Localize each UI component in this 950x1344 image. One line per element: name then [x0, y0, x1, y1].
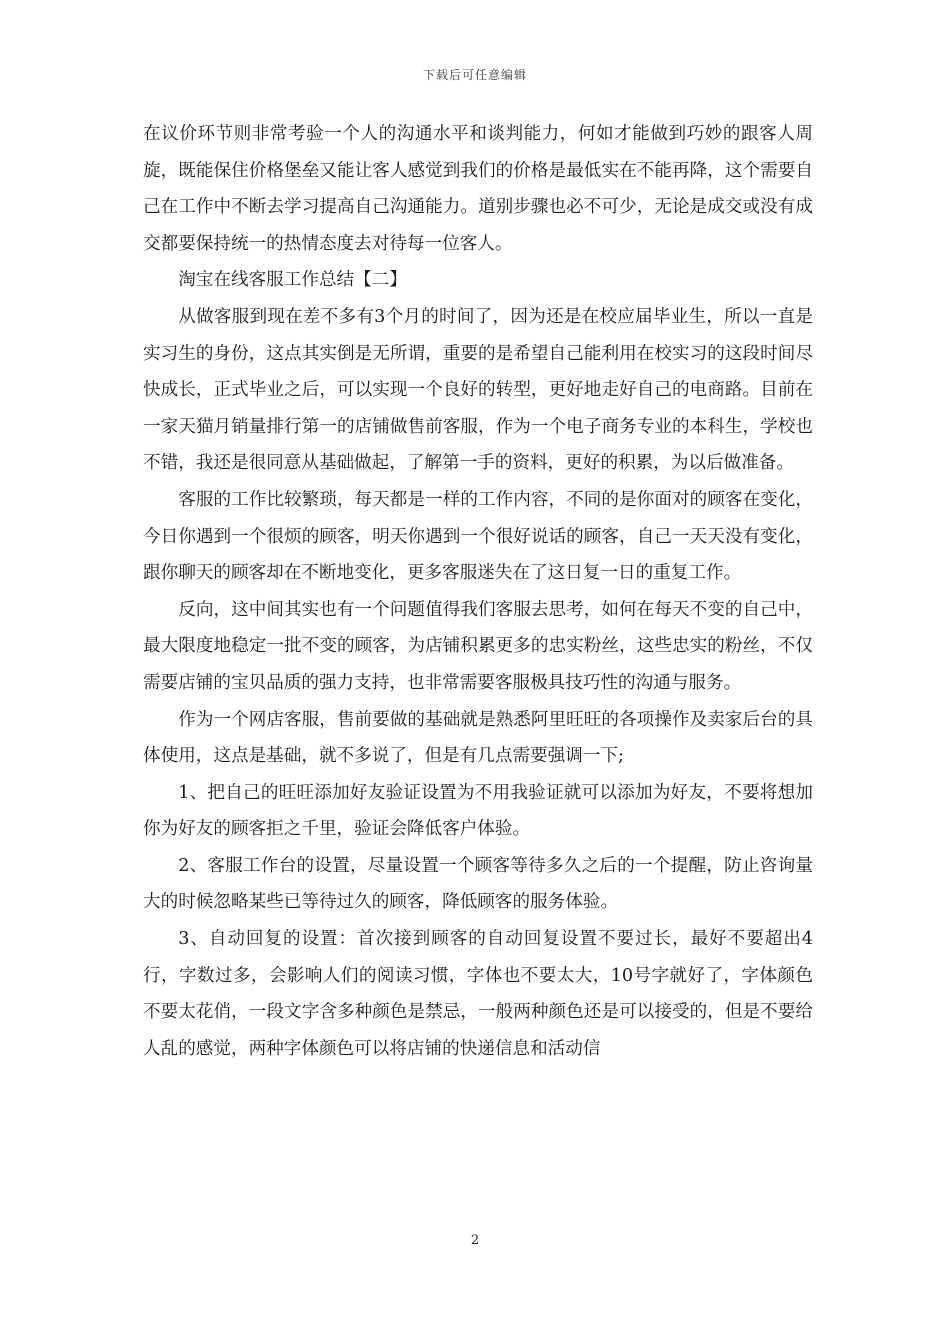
list-item-2: 2、客服工作台的设置，尽量设置一个顾客等待多久之后的一个提醒，防止咨询量大的时候忽略某些已等待过久的顾客，降低顾客的服务体验。 [143, 855, 813, 913]
page-header: 下载后可任意编辑 [422, 68, 527, 82]
paragraph-intro: 从做客服到现在差不多有3个月的时间了，因为还是在校应届毕业生，所以一直是实习生的身份，这点其实倒是无所谓，重要的是希望自己能利用在校实习的这段时间尽快成长，正式毕业之后，可以实现一个良好的转型，更好地走好自己的电商路。目前在一家天猫月销量排行第一的店铺做售前客服，作为一个电子商务专业的本科生，学校也不错，我还是很同意从基础做起，了解第一手的资料，更好的积累，为以后做准备。 [143, 306, 813, 474]
list-item-3: 3、自动回复的设置：首次接到顾客的自动回复设置不要过长，最好不要超出4行，字数过多，会影响人们的阅读习惯，字体也不要太大，10号字就好了，字体颜色不要太花俏，一段文字含多种颜色是禁忌，一般两种颜色还是可以接受的，但是不要给人乱的感觉，两种字体颜色可以将店铺的快递信息和活动信 [143, 929, 813, 1059]
list-item-1: 1、把自己的旺旺添加好友验证设置为不用我验证就可以添加为好友，不要将想加你为好友的顾客拒之千里，验证会降低客户体验。 [143, 782, 813, 840]
paragraph-bargaining: 在议价环节则非常考验一个人的沟通水平和谈判能力，何如才能做到巧妙的跟客人周旋，既能保住价格堡垒又能让客人感觉到我们的价格是最低实在不能再降，这个需要自己在工作中不断去学习提高自己沟通能力。道别步骤也必不可少，无论是成交或没有成交都要保持统一的热情态度去对待每一位客人。 [143, 124, 813, 254]
paragraph-reflection: 反向，这中间其实也有一个问题值得我们客服去思考，如何在每天不变的自己中，最大限度地稳定一批不变的顾客，为店铺积累更多的忠实粉丝，这些忠实的粉丝，不仅需要店铺的宝贝品质的强力支持，也非常需要客服极具技巧性的沟通与服务。 [143, 599, 813, 693]
paragraph-routine: 客服的工作比较繁琐，每天都是一样的工作内容，不同的是你面对的顾客在变化，今日你遇到一个很烦的顾客，明天你遇到一个很好说话的顾客，自己一天天没有变化，跟你聊天的顾客却在不断地变化，更多客服迷失在了这日复一日的重复工作。 [143, 489, 813, 584]
paragraph-basics: 作为一个网店客服，售前要做的基础就是熟悉阿里旺旺的各项操作及卖家后台的具体使用，这点是基础，就不多说了，但是有几点需要强调一下; [143, 709, 813, 767]
section-heading: 淘宝在线客服工作总结【二】 [178, 270, 407, 291]
document-body [143, 116, 813, 1067]
page-number: 2 [470, 1233, 480, 1248]
